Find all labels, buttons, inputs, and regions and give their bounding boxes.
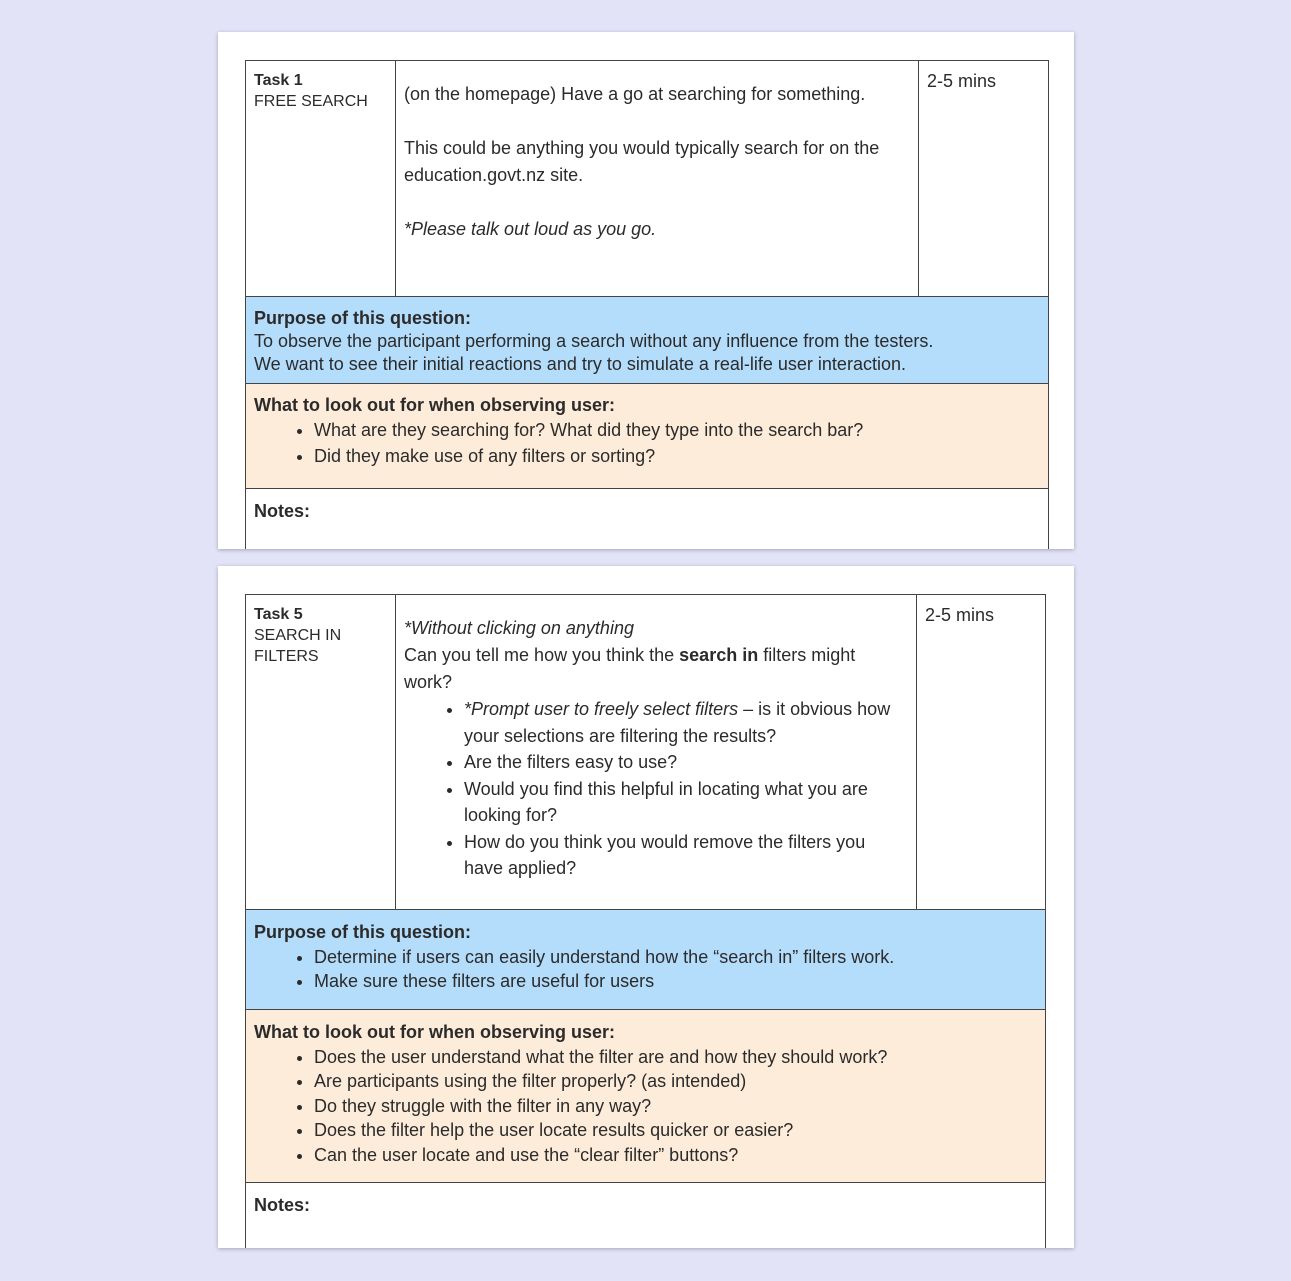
task-1-purpose-line-1: To observe the participant performing a search without any influence from the testers.: [254, 331, 934, 351]
task-1-label-cell: [246, 61, 396, 296]
task-1-purpose-line-2: We want to see their initial reactions and try to simulate a real-life user interaction.: [254, 354, 906, 374]
task-5-card: [218, 566, 1074, 1248]
task-5-prompt-list: [404, 696, 908, 882]
task-5-notes-label: Notes:: [254, 1195, 311, 1215]
task-5-lookout-row: [246, 1010, 1045, 1183]
task-5-name-line-2: FILTERS: [254, 648, 319, 665]
task-1-notes-label: Notes:: [254, 501, 311, 521]
task-1-duration: 2-5 mins: [927, 71, 997, 91]
task-1-duration-cell: [919, 61, 1048, 296]
task-5-purpose-row: [246, 910, 1045, 1010]
task-1-lookout: [254, 394, 863, 480]
task-5-question-bold: search in: [679, 645, 759, 665]
task-5-question: [404, 642, 908, 696]
task-5-instruction-italic: *Without clicking on anything: [404, 618, 634, 638]
task-5-name-line-1: SEARCH IN: [254, 627, 342, 644]
task-1-lookout-row: [246, 384, 1048, 489]
task-1-lookout-heading: What to look out for when observing user:: [254, 395, 616, 415]
task-1-number: Task 1: [254, 72, 303, 89]
task-1-lookout-list: [254, 417, 863, 469]
list-item: • Does the filter help the user locate results quicker or easier?: [314, 1118, 887, 1143]
list-item: • Can the user locate and use the “clear filter” buttons?: [314, 1143, 887, 1168]
task-5-purpose-list: [254, 945, 894, 994]
task-5-duration: 2-5 mins: [925, 605, 995, 625]
list-item: • Determine if users can easily understand how the “search in” filters work.: [314, 945, 894, 970]
list-item: • Are the filters easy to use?: [464, 749, 908, 776]
task-1-card: [218, 32, 1074, 549]
list-item: • Would you find this helpful in locating what you are looking for?: [464, 776, 908, 829]
task-5-header-row: [246, 595, 1045, 910]
task-5-number: Task 5: [254, 606, 303, 623]
task-5-instruction-cell: [396, 595, 917, 909]
task-1-purpose-heading: Purpose of this question:: [254, 308, 472, 328]
task-1-instruction-1: (on the homepage) Have a go at searching for something.: [404, 84, 866, 104]
task-5-lookout: [254, 1020, 887, 1174]
list-item: [464, 696, 908, 749]
list-item: • What are they searching for? What did they type into the search bar?: [314, 417, 863, 443]
task-1-notes-row: [246, 489, 1048, 549]
task-5-lookout-heading: What to look out for when observing user:: [254, 1022, 616, 1042]
task-5-table: [245, 594, 1046, 1248]
task-5-question-pre: Can you tell me how you think the: [404, 645, 680, 665]
task-1-table: [245, 60, 1049, 549]
task-1-instruction-3: *Please talk out loud as you go.: [404, 219, 657, 239]
list-item: • Are participants using the filter properly? (as intended): [314, 1069, 887, 1094]
list-item: • Did they make use of any filters or sorting?: [314, 443, 863, 469]
task-1-instruction-2: This could be anything you would typically search for on the education.govt.nz site.: [404, 138, 880, 185]
list-item: • Do they struggle with the filter in any way?: [314, 1094, 887, 1119]
task-5-duration-cell: [917, 595, 1045, 909]
task-1-header-row: [246, 61, 1048, 297]
list-item: • Does the user understand what the filter are and how they should work?: [314, 1045, 887, 1070]
task-1-instruction-cell: [396, 61, 919, 296]
task-5-purpose: [254, 920, 894, 1001]
list-item: • Make sure these filters are useful for users: [314, 969, 894, 994]
task-5-purpose-heading: Purpose of this question:: [254, 922, 472, 942]
task-5-prompt-rest: – is it obvious how your selections are filtering the results?: [464, 699, 891, 746]
task-5-notes-row: [246, 1183, 1045, 1248]
task-5-label-cell: [246, 595, 396, 909]
task-1-purpose-row: [246, 297, 1048, 384]
list-item: • How do you think you would remove the filters you have applied?: [464, 829, 908, 882]
task-1-purpose: [254, 307, 933, 375]
task-5-prompt-italic: *Prompt user to freely select filters: [464, 699, 739, 719]
task-1-name: FREE SEARCH: [254, 93, 368, 110]
task-5-question-post: filters might work?: [404, 645, 856, 692]
task-5-lookout-list: [254, 1045, 887, 1168]
